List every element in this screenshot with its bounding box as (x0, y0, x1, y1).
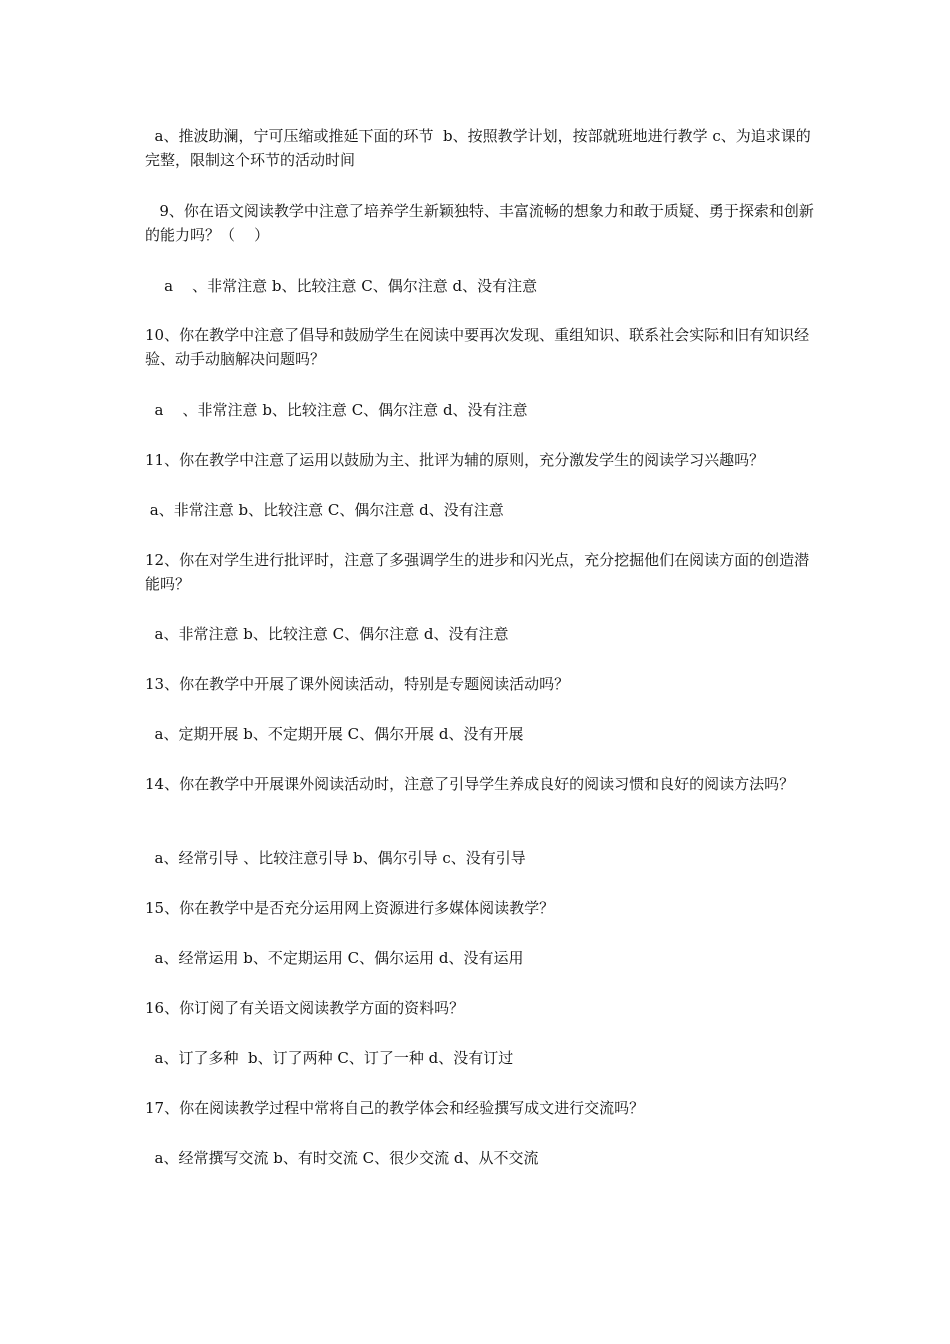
question-13: 13、你在教学中开展了课外阅读活动，特别是专题阅读活动吗？ (145, 675, 570, 693)
option-line-14: a、经常引导 、比较注意引导 b、偶尔引导 c、没有引导 (145, 849, 526, 867)
option-line-10: a 、非常注意 b、比较注意 C、偶尔注意 d、没有注意 (145, 401, 528, 419)
option-line-8: a、推波助澜，宁可压缩或推延下面的环节 b、按照教学计划，按部就班地进行教学 c、为追求课的完整，限制这个环节的活动时间 (145, 127, 811, 169)
question-16: 16、你订阅了有关语文阅读教学方面的资料吗？ (145, 999, 465, 1017)
option-line-13: a、定期开展 b、不定期开展 C、偶尔开展 d、没有开展 (145, 725, 524, 743)
option-line-16: a、订了多种 b、订了两种 C、订了一种 d、没有订过 (145, 1049, 514, 1067)
question-9: 9、你在语文阅读教学中注意了培养学生新颖独特、丰富流畅的想象力和敢于质疑、勇于探索和创新的能力吗？（ ） (145, 202, 814, 244)
option-line-12: a、非常注意 b、比较注意 C、偶尔注意 d、没有注意 (145, 625, 509, 643)
question-17: 17、你在阅读教学过程中常将自己的教学体会和经验撰写成文进行交流吗？ (145, 1099, 645, 1117)
question-14: 14、你在教学中开展课外阅读活动时，注意了引导学生养成良好的阅读习惯和良好的阅读方法吗？ (145, 775, 795, 793)
question-15: 15、你在教学中是否充分运用网上资源进行多媒体阅读教学？ (145, 899, 555, 917)
option-line-11: a、非常注意 b、比较注意 C、偶尔注意 d、没有注意 (145, 501, 504, 519)
option-line-17: a、经常撰写交流 b、有时交流 C、很少交流 d、从不交流 (145, 1149, 539, 1167)
question-10: 10、你在教学中注意了倡导和鼓励学生在阅读中要再次发现、重组知识、联系社会实际和旧有知识经验、动手动脑解决问题吗？ (145, 326, 810, 368)
question-11: 11、你在教学中注意了运用以鼓励为主、批评为辅的原则，充分激发学生的阅读学习兴趣吗？ (145, 451, 765, 469)
question-12: 12、你在对学生进行批评时，注意了多强调学生的进步和闪光点，充分挖掘他们在阅读方面的创造潜能吗？ (145, 551, 810, 593)
option-line-9: a 、非常注意 b、比较注意 C、偶尔注意 d、没有注意 (145, 277, 538, 295)
option-line-15: a、经常运用 b、不定期运用 C、偶尔运用 d、没有运用 (145, 949, 524, 967)
